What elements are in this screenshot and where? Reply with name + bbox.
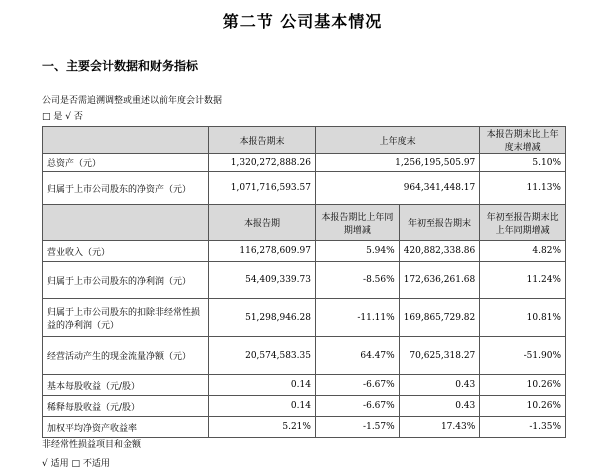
- row-label: 总资产（元）: [43, 154, 209, 172]
- cell-value: 70,625,318.27: [399, 337, 480, 375]
- cell-value: -1.57%: [315, 417, 399, 438]
- cell-value: -6.67%: [315, 396, 399, 417]
- row-label: 加权平均净资产收益率: [43, 417, 209, 438]
- cell-value: 4.82%: [480, 241, 566, 262]
- table-row: [43, 262, 566, 299]
- cell-value: -6.67%: [315, 375, 399, 396]
- table1-header-row: [43, 127, 566, 154]
- table-row: [43, 375, 566, 396]
- cell-value: 5.94%: [315, 241, 399, 262]
- table1-header-blank: [43, 127, 209, 154]
- row-label: 经营活动产生的现金流量净额（元）: [43, 337, 209, 375]
- non-recurring-items-heading: 非经常性损益项目和金额: [42, 440, 142, 450]
- row-label: 营业收入（元）: [43, 241, 209, 262]
- table1-header-change: 本报告期末比上年度末增减: [480, 127, 566, 154]
- cell-value: 169,865,729.82: [399, 299, 480, 337]
- cell-value: 0.14: [209, 375, 316, 396]
- table-row: [43, 396, 566, 417]
- cell-value: 5.21%: [209, 417, 316, 438]
- table1-header-current: 本报告期末: [209, 127, 316, 154]
- cell-value: 172,636,261.68: [399, 262, 480, 299]
- cell-value: -11.11%: [315, 299, 399, 337]
- section-title: 第二节 公司基本情况: [222, 12, 383, 31]
- cell-value: -8.56%: [315, 262, 399, 299]
- cell-value: 64.47%: [315, 337, 399, 375]
- row-label: 基本每股收益（元/股）: [43, 375, 209, 396]
- row-label: 稀释每股收益（元/股）: [43, 396, 209, 417]
- cell-value: -51.90%: [480, 337, 566, 375]
- cell-value: 116,278,609.97: [209, 241, 316, 262]
- table2-header-ytd-change: 年初至报告期末比上年同期增减: [480, 205, 566, 241]
- cell-value: 54,409,339.73: [209, 262, 316, 299]
- cell-value: 0.43: [399, 396, 480, 417]
- cell-value: 0.14: [209, 396, 316, 417]
- cell-value: 20,574,583.35: [209, 337, 316, 375]
- cell-value: 10.26%: [480, 396, 566, 417]
- row-label: 归属于上市公司股东的净资产（元）: [43, 172, 209, 205]
- cell-value: 11.24%: [480, 262, 566, 299]
- table-row: [43, 241, 566, 262]
- restatement-options: □ 是 √ 否: [42, 112, 83, 122]
- section-heading: 一、主要会计数据和财务指标: [42, 59, 199, 73]
- cell-value: 420,882,338.86: [399, 241, 480, 262]
- table2-header-period: 本报告期: [209, 205, 316, 241]
- restatement-question: 公司是否需追溯调整或重述以前年度会计数据: [42, 96, 223, 106]
- financial-indicators-table: [42, 126, 566, 438]
- applicability-options: √ 适用 □ 不适用: [42, 459, 110, 469]
- table-row: [43, 417, 566, 438]
- table2-header-period-change: 本报告期比上年同期增减: [315, 205, 399, 241]
- table-row: [43, 172, 566, 205]
- table1-header-prior: 上年度末: [315, 127, 479, 154]
- cell-value: 1,071,716,593.57: [209, 172, 316, 205]
- table-row: [43, 299, 566, 337]
- cell-value: 10.26%: [480, 375, 566, 396]
- cell-value: 1,320,272,888.26: [209, 154, 316, 172]
- cell-value: 5.10%: [480, 154, 566, 172]
- cell-value: 51,298,946.28: [209, 299, 316, 337]
- cell-value: 10.81%: [480, 299, 566, 337]
- cell-value: 1,256,195,505.97: [315, 154, 479, 172]
- table2-header-row: [43, 205, 566, 241]
- cell-value: 0.43: [399, 375, 480, 396]
- cell-value: -1.35%: [480, 417, 566, 438]
- cell-value: 964,341,448.17: [315, 172, 479, 205]
- cell-value: 17.43%: [399, 417, 480, 438]
- table2-header-ytd: 年初至报告期末: [399, 205, 480, 241]
- table-row: [43, 337, 566, 375]
- table2-header-blank: [43, 205, 209, 241]
- row-label: 归属于上市公司股东的净利润（元）: [43, 262, 209, 299]
- row-label: 归属于上市公司股东的扣除非经常性损益的净利润（元）: [43, 299, 209, 337]
- cell-value: 11.13%: [480, 172, 566, 205]
- table-row: [43, 154, 566, 172]
